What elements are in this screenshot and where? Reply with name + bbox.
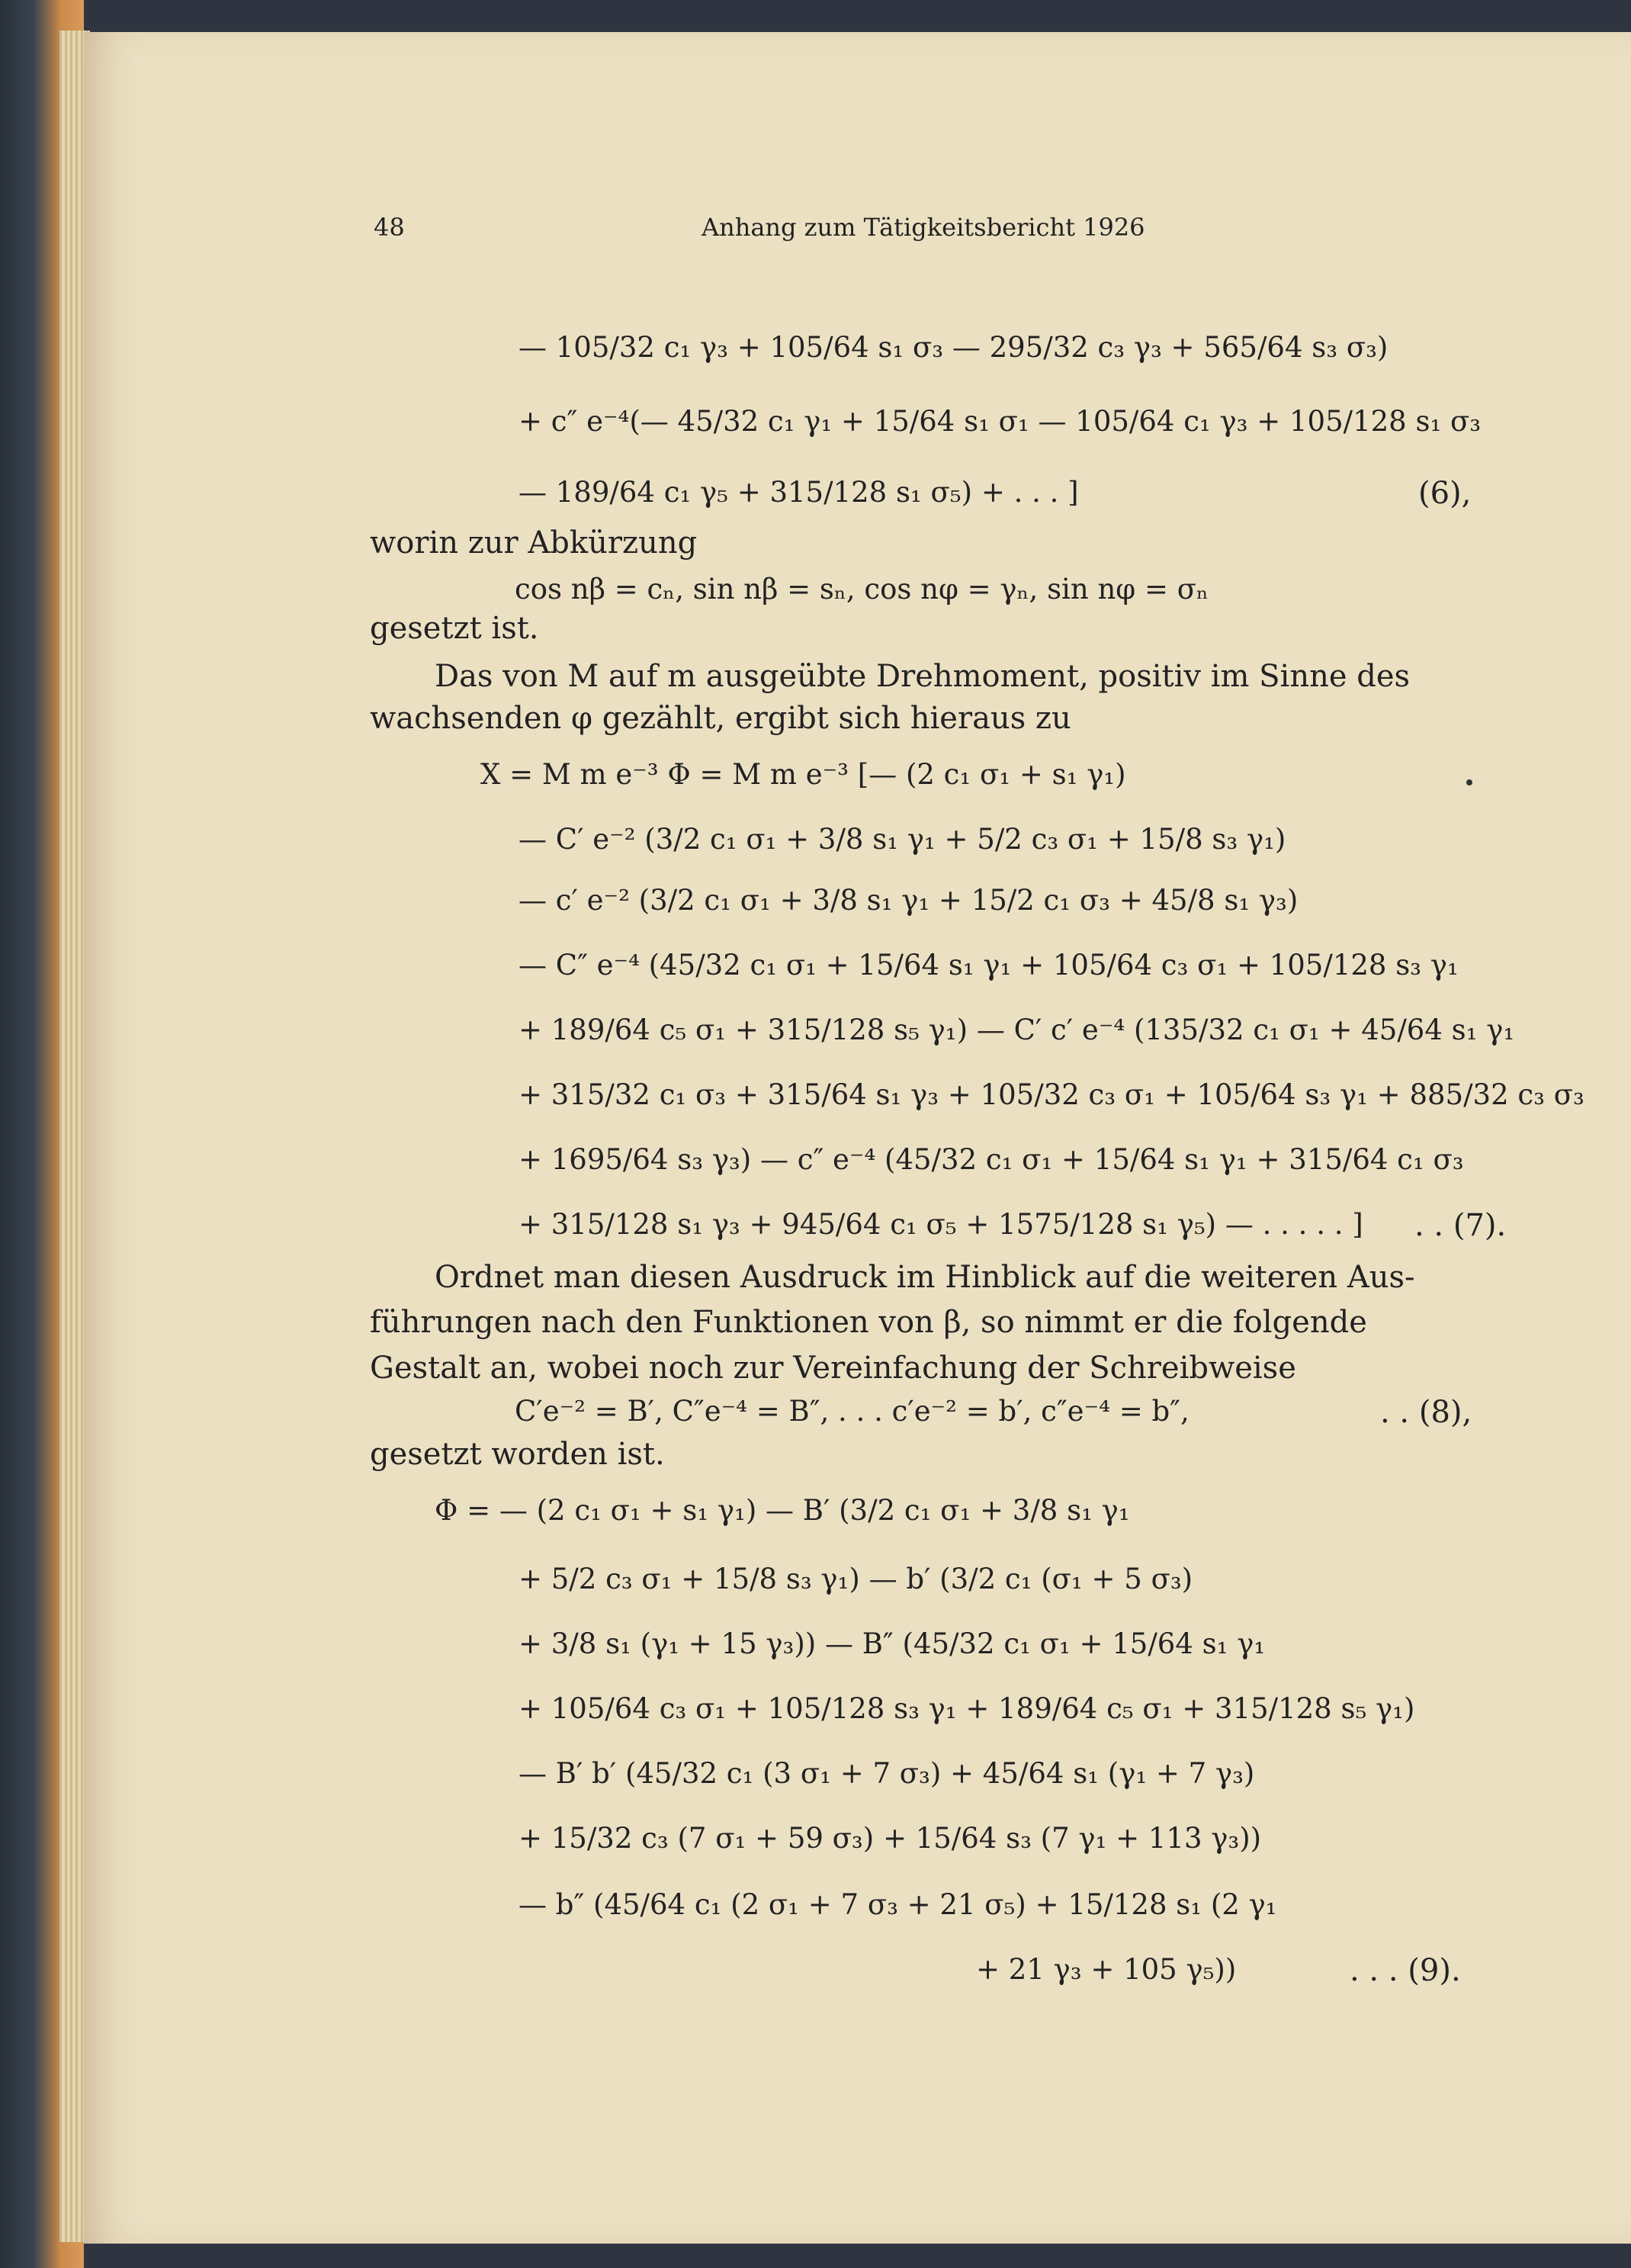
text-gesetzt-ist: gesetzt ist. — [370, 611, 539, 646]
eq9-number: . . . (9). — [1350, 1953, 1461, 1988]
eq9-line3: + 3/8 s₁ (γ₁ + 15 γ₃)) — B″ (45/32 c₁ σ₁ + 15/64 s₁ γ₁ — [519, 1627, 1266, 1660]
eq9-line2: + 5/2 c₃ σ₁ + 15/8 s₃ γ₁) — b′ (3/2 c₁ (σ₁ + 5 σ₃) — [519, 1563, 1193, 1595]
para1-line2: wachsenden φ gezählt, ergibt sich hieraus zu — [370, 701, 1071, 736]
book-page — [84, 32, 1631, 2244]
eq8-text: C′e⁻² = B′, C″e⁻⁴ = B″, . . . c′e⁻² = b′, c″e⁻⁴ = b″, — [515, 1395, 1190, 1428]
eq9-line5: — B′ b′ (45/32 c₁ (3 σ₁ + 7 σ₃) + 45/64 s₁ (γ₁ + 7 γ₃) — [519, 1757, 1255, 1790]
para2-line3: Gestalt an, wobei noch zur Vereinfachung der Schreibweise — [370, 1351, 1296, 1386]
eq7-line6: + 315/32 c₁ σ₃ + 315/64 s₁ γ₃ + 105/32 c₃ σ₁ + 105/64 s₃ γ₁ + 885/32 c₃ σ₃ — [519, 1078, 1584, 1111]
eq6-line1: — 105/32 c₁ γ₃ + 105/64 s₁ σ₃ — 295/32 c₃ γ₃ + 565/64 s₃ σ₃) — [519, 331, 1389, 364]
eq9-line6: + 15/32 c₃ (7 σ₁ + 59 σ₃) + 15/64 s₃ (7 γ₁ + 113 γ₃)) — [519, 1822, 1262, 1855]
running-title: Anhang zum Tätigkeitsbericht 1926 — [702, 213, 1145, 242]
eq6-line3: — 189/64 c₁ γ₅ + 315/128 s₁ σ₅) + . . . ] — [519, 476, 1079, 509]
abbreviation-line: cos nβ = cₙ, sin nβ = sₙ, cos nφ = γₙ, sin nφ = σₙ — [515, 573, 1209, 606]
eq8-number: . . (8), — [1380, 1395, 1472, 1430]
eq7-line7: + 1695/64 s₃ γ₃) — c″ e⁻⁴ (45/32 c₁ σ₁ + 15/64 s₁ γ₁ + 315/64 c₁ σ₃ — [519, 1143, 1464, 1176]
eq7-line8: + 315/128 s₁ γ₃ + 945/64 c₁ σ₅ + 1575/128 s₁ γ₅) — . . . . . ] — [519, 1208, 1363, 1241]
eq9-line4: + 105/64 c₃ σ₁ + 105/128 s₃ γ₁ + 189/64 c₅ σ₁ + 315/128 s₅ γ₁) — [519, 1692, 1415, 1725]
ink-dot — [1466, 779, 1472, 785]
eq9-line1: Φ = — (2 c₁ σ₁ + s₁ γ₁) — B′ (3/2 c₁ σ₁ + 3/8 s₁ γ₁ — [435, 1494, 1130, 1527]
eq7-line3: — c′ e⁻² (3/2 c₁ σ₁ + 3/8 s₁ γ₁ + 15/2 c₁ σ₃ + 45/8 s₁ γ₃) — [519, 884, 1299, 917]
page-number: 48 — [374, 213, 405, 242]
para1-line1: Das von M auf m ausgeübte Drehmoment, positiv im Sinne des — [435, 659, 1411, 694]
eq9-line7: — b″ (45/64 c₁ (2 σ₁ + 7 σ₃ + 21 σ₅) + 15/128 s₁ (2 γ₁ — [519, 1888, 1277, 1921]
para2-line1: Ordnet man diesen Ausdruck im Hinblick auf die weiteren Aus- — [435, 1260, 1415, 1295]
eq7-line5: + 189/64 c₅ σ₁ + 315/128 s₅ γ₁) — C′ c′ e⁻⁴ (135/32 c₁ σ₁ + 45/64 s₁ γ₁ — [519, 1014, 1515, 1046]
eq6-line2: + c″ e⁻⁴(— 45/32 c₁ γ₁ + 15/64 s₁ σ₁ — 105/64 c₁ γ₃ + 105/128 s₁ σ₃ — [519, 405, 1482, 438]
para2-line2: führungen nach den Funktionen von β, so nimmt er die folgende — [370, 1305, 1367, 1340]
eq6-number: (6), — [1418, 476, 1472, 511]
text-worin: worin zur Abkürzung — [370, 525, 698, 561]
eq9-line8: + 21 γ₃ + 105 γ₅)) — [976, 1953, 1237, 1986]
eq7-line4: — C″ e⁻⁴ (45/32 c₁ σ₁ + 15/64 s₁ γ₁ + 105/64 c₃ σ₁ + 105/128 s₃ γ₁ — [519, 949, 1459, 981]
eq7-line1: X = M m e⁻³ Φ = M m e⁻³ [— (2 c₁ σ₁ + s₁ γ₁) — [480, 758, 1126, 791]
text-gesetzt-worden: gesetzt worden ist. — [370, 1437, 665, 1472]
eq7-line2: — C′ e⁻² (3/2 c₁ σ₁ + 3/8 s₁ γ₁ + 5/2 c₃ σ₁ + 15/8 s₃ γ₁) — [519, 823, 1286, 856]
eq7-number: . . (7). — [1414, 1208, 1507, 1243]
